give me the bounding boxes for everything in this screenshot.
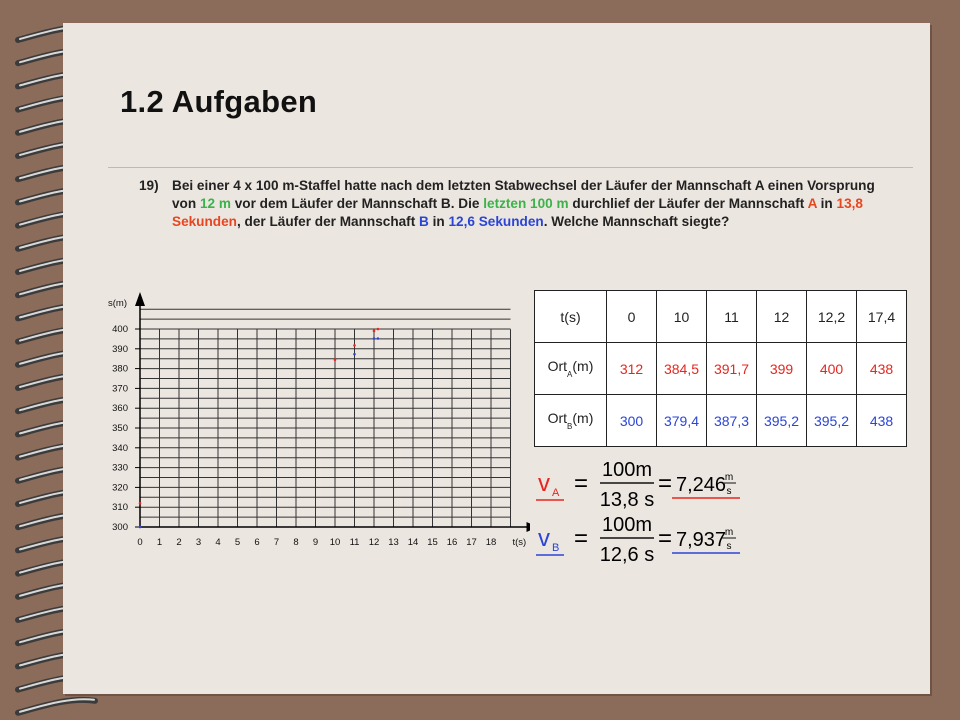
formula-unit-num: m bbox=[724, 472, 734, 483]
task-text-segment: A bbox=[807, 196, 817, 212]
formula-num: 100m bbox=[601, 514, 653, 536]
y-tick-label: 330 bbox=[112, 462, 128, 474]
formula-unit-den: s bbox=[726, 486, 732, 497]
y-tick-label: 380 bbox=[112, 363, 128, 375]
table-cell: 17,4 bbox=[857, 291, 907, 343]
y-axis-label: s(m) bbox=[108, 298, 127, 309]
task-text-segment: B bbox=[419, 214, 429, 230]
x-tick-label: 6 bbox=[254, 537, 260, 548]
data-point bbox=[373, 337, 376, 340]
table-cell: 300 bbox=[607, 395, 657, 447]
task-text-segment: 13,8 Sekunden bbox=[172, 196, 863, 230]
task-text-segment: letzten 100 m bbox=[483, 196, 569, 212]
table-cell: 10 bbox=[657, 291, 707, 343]
formula-result: 7,246 bbox=[676, 474, 727, 496]
table-row-label bbox=[535, 343, 607, 395]
task-text-segment: 12 m bbox=[199, 196, 231, 212]
x-tick-label: 12 bbox=[368, 537, 380, 548]
formula-va bbox=[530, 455, 750, 509]
row-label-text: Ort bbox=[547, 410, 568, 426]
table-row-label bbox=[535, 395, 607, 447]
formula-eq: = bbox=[574, 470, 589, 497]
task-text-segment: vor dem Läufer der Mannschaft B. Die bbox=[230, 196, 484, 212]
table-cell: 387,3 bbox=[707, 395, 757, 447]
data-point bbox=[377, 328, 380, 331]
x-tick-label: 15 bbox=[427, 537, 438, 548]
table-cell: 400 bbox=[807, 343, 857, 395]
formula-vb bbox=[530, 510, 750, 564]
data-point bbox=[139, 502, 142, 505]
table-cell: 11 bbox=[707, 291, 757, 343]
x-tick-label: 13 bbox=[388, 537, 399, 548]
formula-unit-den: s bbox=[726, 541, 732, 552]
task-text-segment: in bbox=[428, 214, 449, 230]
y-tick-label: 320 bbox=[112, 482, 128, 494]
table-cell: 312 bbox=[607, 343, 657, 395]
y-tick-label: 350 bbox=[112, 423, 128, 434]
table-cell: 438 bbox=[857, 395, 907, 447]
task-body bbox=[172, 177, 899, 232]
y-axis-arrow bbox=[135, 292, 145, 306]
row-label-unit: (m) bbox=[572, 410, 594, 426]
y-tick-label: 340 bbox=[112, 442, 128, 454]
row-label-sub: B bbox=[567, 422, 573, 431]
formula-var: v bbox=[538, 470, 550, 497]
data-point bbox=[377, 337, 380, 340]
task-text-segment: , der Läufer der Mannschaft bbox=[236, 214, 420, 230]
x-tick-label: 8 bbox=[293, 537, 299, 548]
x-axis-label: t(s) bbox=[512, 537, 527, 548]
formula-sub: B bbox=[552, 542, 560, 554]
y-tick-label: 370 bbox=[112, 383, 128, 395]
row-label-text: Ort bbox=[547, 358, 568, 374]
x-tick-label: 2 bbox=[176, 537, 182, 548]
formula-eq2: = bbox=[658, 470, 673, 497]
formula-num: 100m bbox=[601, 459, 653, 481]
formula-result: 7,937 bbox=[676, 529, 727, 551]
data-point bbox=[139, 526, 142, 529]
table-cell: 438 bbox=[857, 343, 907, 395]
table-row-ort-b bbox=[535, 395, 907, 447]
position-time-chart bbox=[100, 290, 530, 560]
table-row-ort-a bbox=[535, 343, 907, 395]
x-tick-label: 7 bbox=[273, 537, 280, 548]
x-tick-label: 3 bbox=[195, 537, 202, 548]
spiral-ring bbox=[18, 699, 95, 713]
table-header-label: t(s) bbox=[535, 291, 607, 343]
y-tick-label: 390 bbox=[112, 343, 128, 355]
data-point bbox=[353, 353, 356, 356]
formula-eq: = bbox=[574, 525, 589, 552]
table-cell: 395,2 bbox=[757, 395, 807, 447]
x-tick-label: 9 bbox=[312, 537, 319, 548]
data-point bbox=[334, 358, 337, 361]
value-table bbox=[534, 290, 907, 447]
formula-eq2: = bbox=[658, 525, 673, 552]
task-text-segment: in bbox=[816, 196, 837, 212]
data-point bbox=[373, 330, 376, 333]
y-tick-label: 360 bbox=[112, 403, 128, 415]
x-tick-label: 18 bbox=[485, 537, 497, 548]
task-text-segment: . Welche Mannschaft siegte? bbox=[543, 214, 730, 230]
table-cell: 12,2 bbox=[807, 291, 857, 343]
table-cell: 395,2 bbox=[807, 395, 857, 447]
x-tick-label: 4 bbox=[215, 537, 221, 548]
page-title: 1.2 Aufgaben bbox=[120, 84, 318, 119]
x-tick-label: 14 bbox=[407, 537, 419, 548]
row-label-unit: (m) bbox=[572, 358, 594, 374]
title-divider bbox=[108, 167, 913, 168]
table-cell: 399 bbox=[757, 343, 807, 395]
data-point bbox=[353, 344, 356, 347]
row-label-sub: A bbox=[567, 370, 573, 379]
y-tick-label: 300 bbox=[112, 522, 128, 533]
x-tick-label: 1 bbox=[156, 537, 163, 548]
formula-den: 12,6 s bbox=[599, 544, 655, 564]
task-text-segment: Bei einer 4 x 100 m-Staffel hatte nach dem letzten Stabwechsel der Läufer der Mannschaft A einen Vorsprung von bbox=[172, 178, 875, 212]
table-cell: 0 bbox=[607, 291, 657, 343]
x-tick-label: 10 bbox=[329, 537, 341, 548]
x-tick-label: 16 bbox=[446, 537, 458, 548]
formula-var: v bbox=[538, 525, 550, 552]
y-tick-label: 400 bbox=[112, 324, 128, 335]
task-text bbox=[139, 177, 899, 232]
task-number: 19) bbox=[139, 178, 159, 193]
table-cell: 379,4 bbox=[657, 395, 707, 447]
formula-sub: A bbox=[552, 487, 560, 499]
x-tick-label: 17 bbox=[466, 537, 477, 548]
task-text-segment: 12,6 Sekunden bbox=[448, 214, 544, 230]
formula-den: 13,8 s bbox=[599, 489, 655, 509]
task-text-segment: durchlief der Läufer der Mannschaft bbox=[568, 196, 808, 212]
y-tick-label: 310 bbox=[112, 502, 128, 514]
x-tick-label: 5 bbox=[234, 537, 241, 548]
formula-unit-num: m bbox=[724, 527, 734, 538]
table-cell: 384,5 bbox=[657, 343, 707, 395]
x-tick-label: 11 bbox=[349, 537, 360, 548]
table-cell: 391,7 bbox=[707, 343, 757, 395]
table-cell: 12 bbox=[757, 291, 807, 343]
table-row-time bbox=[535, 291, 907, 343]
x-tick-label: 0 bbox=[137, 537, 143, 548]
